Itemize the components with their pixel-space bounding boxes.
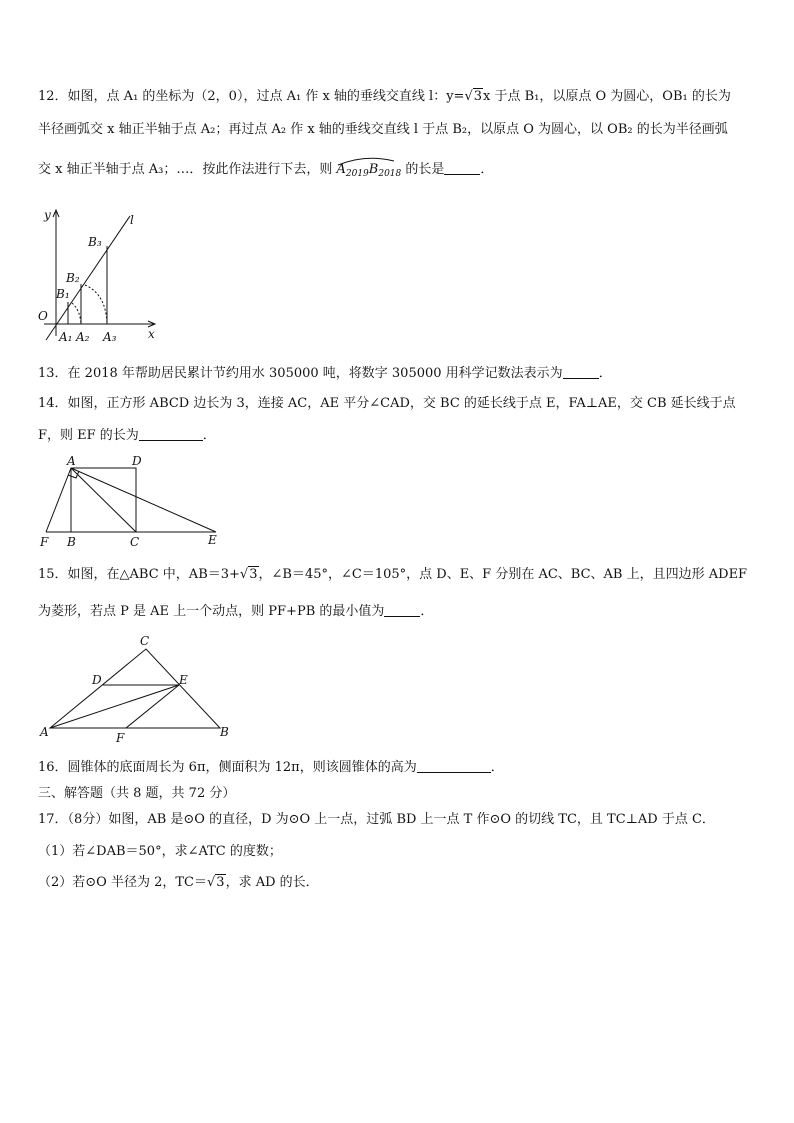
label-y: y (44, 208, 51, 222)
q14-figure (36, 454, 226, 550)
q15-line2: 为菱形，若点 P 是 AE 上一个动点，则 PF+PB 的最小值为 ． (38, 604, 434, 619)
q16-line: 16．圆锥体的底面周长为 6π，侧面积为 12π，则该圆锥体的高为 ． (38, 760, 504, 775)
q12-text-a: 12．如图，点 A₁ 的坐标为（2，0），过点 A₁ 作 x 轴的垂线交直线 l：y= (38, 89, 465, 104)
arc-1 (72, 303, 81, 324)
sqrt-symbol: √3 (239, 567, 258, 582)
answer-blank-12 (444, 163, 480, 175)
segment-ae (50, 685, 179, 728)
q15-text-a: 15．如图，在△ABC 中，AB＝3+ (38, 567, 240, 582)
q15-figure (36, 632, 236, 746)
label-a2: A₂ (76, 330, 90, 344)
label-a1: A₁ (59, 330, 73, 344)
label-d: D (132, 454, 142, 468)
label-f: F (116, 731, 125, 745)
sqrt-symbol: √3 (464, 89, 483, 104)
answer-blank-16 (417, 761, 491, 773)
q12-text-b: x 于点 B₁，以原点 O 为圆心，OB₁ 的长为 (483, 89, 731, 104)
label-x: x (148, 327, 155, 341)
arc-notation: $A_{2019}B_{2018}$ (336, 162, 401, 178)
arc-mark-icon (336, 156, 396, 166)
label-b3: B₃ (88, 235, 102, 249)
label-b: B (220, 725, 229, 739)
q13-line: 13．在 2018 年帮助居民累计节约用水 305000 吨，将数字 305000 用科学记数法表示为 ． (38, 366, 612, 381)
label-a: A (67, 454, 76, 468)
label-o: O (38, 309, 48, 323)
q15-text: 为菱形，若点 P 是 AE 上一个动点，则 PF+PB 的最小值为 (38, 604, 385, 619)
q12-line1 (38, 89, 731, 105)
q17-part1: （1）若∠DAB＝50°，求∠ATC 的度数； (38, 844, 282, 859)
answer-blank-14 (139, 429, 203, 441)
label-f: F (40, 535, 49, 549)
answer-blank-13 (563, 367, 599, 379)
q14-text: F，则 EF 的长为 (38, 428, 139, 443)
arc-2 (85, 285, 107, 324)
q12-line3: 交 x 轴正半轴于点 A₃；…．按此作法进行下去，则 $A_{2019}B_{2018}$ 的长是 ． (38, 162, 493, 178)
label-l: l (130, 213, 134, 227)
segment-ac (71, 468, 136, 532)
q14-line2: F，则 EF 的长为 ． (38, 428, 216, 443)
label-b1: B₁ (56, 287, 70, 301)
answer-blank-15 (384, 605, 420, 617)
q15-text-b: ，∠B＝45°，∠C＝105°，点 D、E、F 分别在 AC、BC、AB 上，且四边形 ADEF (258, 567, 748, 582)
q17-part2 (38, 875, 319, 891)
segment-fe (126, 685, 179, 728)
triangle-abc (50, 649, 220, 728)
q12-line3-b: 的长是 (405, 162, 445, 177)
sqrt-symbol: √3 (206, 875, 225, 890)
q16-text: 16．圆锥体的底面周长为 6π，侧面积为 12π，则该圆锥体的高为 (38, 760, 417, 775)
section-heading: 三、解答题（共 8 题，共 72 分） (38, 786, 236, 801)
label-b: B (67, 535, 76, 549)
q17-line1: 17．（8分）如图，AB 是⊙O 的直径，D 为⊙O 上一点，过弧 BD 上一点 T 作⊙O 的切线 TC，且 TC⊥AD 于点 C． (38, 812, 715, 827)
label-e: E (179, 673, 188, 687)
label-c: C (140, 634, 150, 648)
label-a3: A₃ (103, 330, 117, 344)
q13-text: 13．在 2018 年帮助居民累计节约用水 305000 吨，将数字 305000 用科学记数法表示为 (38, 366, 563, 381)
label-b2: B₂ (66, 271, 80, 285)
label-a: A (40, 725, 49, 739)
q12-figure (34, 202, 174, 348)
label-d: D (92, 673, 102, 687)
q17-part2-a: （2）若⊙O 半径为 2，TC＝ (38, 875, 207, 890)
q12-line3-a: 交 x 轴正半轴于点 A₃；…．按此作法进行下去，则 (38, 162, 333, 177)
segment-af (46, 468, 71, 532)
label-c: C (130, 535, 140, 549)
q12-line2: 半径画弧交 x 轴正半轴于点 A₂；再过点 A₂ 作 x 轴的垂线交直线 l 于点 B₂，以原点 O 为圆心，以 OB₂ 的长为半径画弧 (38, 122, 728, 137)
q14-line1: 14．如图，正方形 ABCD 边长为 3，连接 AC，AE 平分∠CAD，交 BC 的延长线于点 E，FA⊥AE，交 CB 延长线于点 (38, 396, 736, 411)
q15-line1 (38, 567, 747, 583)
label-e: E (208, 533, 217, 547)
segment-ae (71, 468, 216, 532)
q17-part2-b: ，求 AD 的长． (225, 875, 319, 890)
